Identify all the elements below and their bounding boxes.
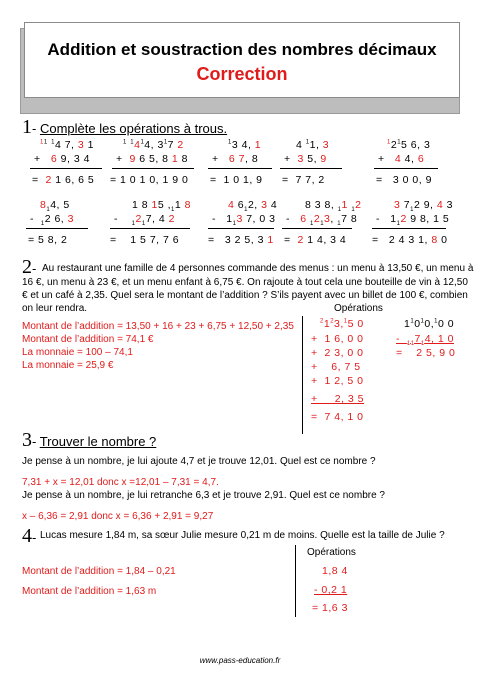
section-3-heading: 3- Trouver le nombre ?: [22, 429, 157, 451]
op3-line1: $^1$3 4, 1: [228, 139, 262, 151]
section-3-title: Trouver le nombre ?: [39, 434, 157, 449]
op1-rule: [30, 168, 102, 169]
op7-rule: [110, 228, 190, 229]
subtraction-result: = 2 5, 9 0: [396, 347, 456, 359]
section-3-number: 3: [22, 429, 32, 451]
section-2-answer-3: La monnaie = 100 – 74,1: [22, 347, 133, 358]
section-3-question-2: Je pense à un nombre, je lui retranche 6,3 et je trouve 2,91. Quel est ce nombre ?: [22, 490, 385, 501]
section-2-answer-4: La monnaie = 25,9 €: [22, 360, 114, 371]
section-1-title: Complète les opérations à trous.: [39, 121, 228, 136]
section-2-text-1: Au restaurant une famille de 4 personnes commande des menus : un menu à 13,50 €, un menu à: [42, 263, 474, 274]
op2-result: = 1 0 1 0, 1 9 0: [110, 174, 189, 186]
footer-website: www.pass-education.fr: [199, 656, 281, 665]
header-box: [24, 22, 460, 98]
addition-line-2: + 2 3, 0 0: [311, 347, 364, 359]
op8-line1: 4 $6_12$, 3 4: [228, 199, 278, 214]
op10-result: = 2 4 3 1, 8 0: [372, 234, 448, 246]
op2-line1: $^1$ $^14^14$, $3^17$ 2: [123, 139, 184, 151]
op4-line1: 4 $^1$1, 3: [296, 139, 330, 151]
op8-line2: - $1_13$ 7, 0 3: [212, 213, 276, 228]
page-subtitle: Correction: [196, 64, 288, 84]
op8-result: = 3 2 5, 3 1: [208, 234, 274, 246]
op9-line1: 8 3 8, $_1$1 $_1$2: [305, 199, 362, 214]
op9-result: = 2 1 4, 3 4: [284, 234, 347, 246]
section-2-number: 2: [22, 256, 32, 278]
section-4-op-line-2: - 0,2 1: [314, 584, 348, 596]
section-2-answer-2: Montant de l’addition = 74,1 €: [22, 334, 154, 345]
op7-line2: - $_12_17$, 4 2: [114, 213, 175, 228]
op6-rule: [26, 228, 88, 229]
section-4-divider: [295, 545, 296, 617]
op6-result: = 5 8, 2: [28, 234, 68, 246]
op7-line1: 1 8 15 $,_11$ 8: [132, 199, 191, 214]
section-1-heading: 1- Complète les opérations à trous.: [22, 116, 228, 138]
op2-line2: + 9 6 5, 8 1 8: [116, 153, 189, 165]
op4-line2: + 3 5, 9: [284, 153, 327, 165]
op1-result: = 2 1 6, 6 5: [32, 174, 95, 186]
subtraction-line-2: - $_{11}7_14$, 1 0: [396, 333, 454, 348]
page-title: Addition et soustraction des nombres décimaux: [47, 40, 437, 59]
op9-line2: - 6 $_12_13$, $_1$7 8: [286, 213, 358, 228]
section-2-text-2: 16 €, un menu à 23 €, et un menu enfant à 6,75 €. On rajoute à tout cela une bouteille de vin à 12,50: [22, 277, 468, 288]
op4-result: = 7 7, 2: [282, 174, 325, 186]
addition-line-1: + 1 6, 0 0: [311, 333, 364, 345]
op8-rule: [208, 228, 274, 229]
section-3-answer-2: x – 6,36 = 2,91 donc x = 6,36 + 2,91 = 9,27: [22, 511, 214, 522]
addition-carry-line: $^21^23,^15$ 0: [320, 318, 364, 330]
addition-line-3: + 6, 7 5: [311, 361, 361, 373]
op3-result: = 1 0 1, 9: [210, 174, 263, 186]
op3-line2: + 6 7, 8: [212, 153, 259, 165]
section-2-heading: 2-: [22, 256, 37, 278]
section-4-number: 4: [22, 525, 32, 547]
op5-line1: $^12^15$ 6, 3: [387, 139, 431, 151]
addition-line-5: + 2, 3 5: [311, 393, 364, 405]
section-3-question-1: Je pense à un nombre, je lui ajoute 4,7 et je trouve 12,01. Quel est ce nombre ?: [22, 456, 376, 467]
op10-rule: [372, 228, 446, 229]
section-2-text-4: on leur rendra.: [22, 303, 88, 314]
section-4-answer-1: Montant de l’addition = 1,84 – 0,21: [22, 566, 176, 577]
section-2-text-3: € et un café à 2,35. Quel sera le montant de l’addition ? S’ils payent avec un billet de 100 €, combien: [22, 290, 468, 301]
op5-rule: [374, 168, 438, 169]
addition-line-4: + 1 2, 5 0: [311, 375, 364, 387]
section-2-ops-title: Opérations: [334, 303, 383, 314]
op9-rule: [282, 228, 352, 229]
op5-result: = 3 0 0, 9: [376, 174, 432, 186]
op6-line1: $8_14$, 5: [40, 199, 70, 214]
section-2-answer-1: Montant de l’addition = 13,50 + 16 + 23 + 6,75 + 12,50 + 2,35: [22, 321, 294, 332]
op4-rule: [280, 168, 342, 169]
section-4-ops-title: Opérations: [307, 547, 356, 558]
section-4-text: Lucas mesure 1,84 m, sa sœur Julie mesure 0,21 m de moins. Quelle est la taille de Julie ?: [40, 530, 445, 541]
section-2-divider: [302, 316, 303, 434]
op1-line1: $^{11}$ $^1$4 7, 3 1: [40, 139, 94, 151]
op7-result: = 1 5 7, 7 6: [110, 234, 180, 246]
section-3-answer-1: 7,31 + x = 12,01 donc x =12,01 – 7,31 = 4,7.: [22, 477, 219, 488]
op3-rule: [208, 168, 272, 169]
section-4-answer-2: Montant de l’addition = 1,63 m: [22, 586, 157, 597]
section-4-op-result: = 1,6 3: [312, 602, 348, 614]
op6-line2: - $_1$2 6, 3: [30, 213, 74, 228]
op10-line1: 3 $7_12$ 9, 4 3: [394, 199, 453, 214]
section-4-op-line-1: 1,8 4: [322, 565, 348, 577]
section-1-number: 1: [22, 116, 32, 138]
op5-line2: + 4 4, 6: [378, 153, 425, 165]
subtraction-line-1: $1^10^10,^10$ 0: [404, 318, 455, 330]
op2-rule: [112, 168, 194, 169]
op10-line2: - $1_12$ 9 8, 1 5: [376, 213, 450, 228]
section-4-heading: 4-: [22, 525, 37, 547]
op1-line2: + 6 9, 3 4: [34, 153, 90, 165]
addition-result: = 7 4, 1 0: [311, 411, 364, 423]
